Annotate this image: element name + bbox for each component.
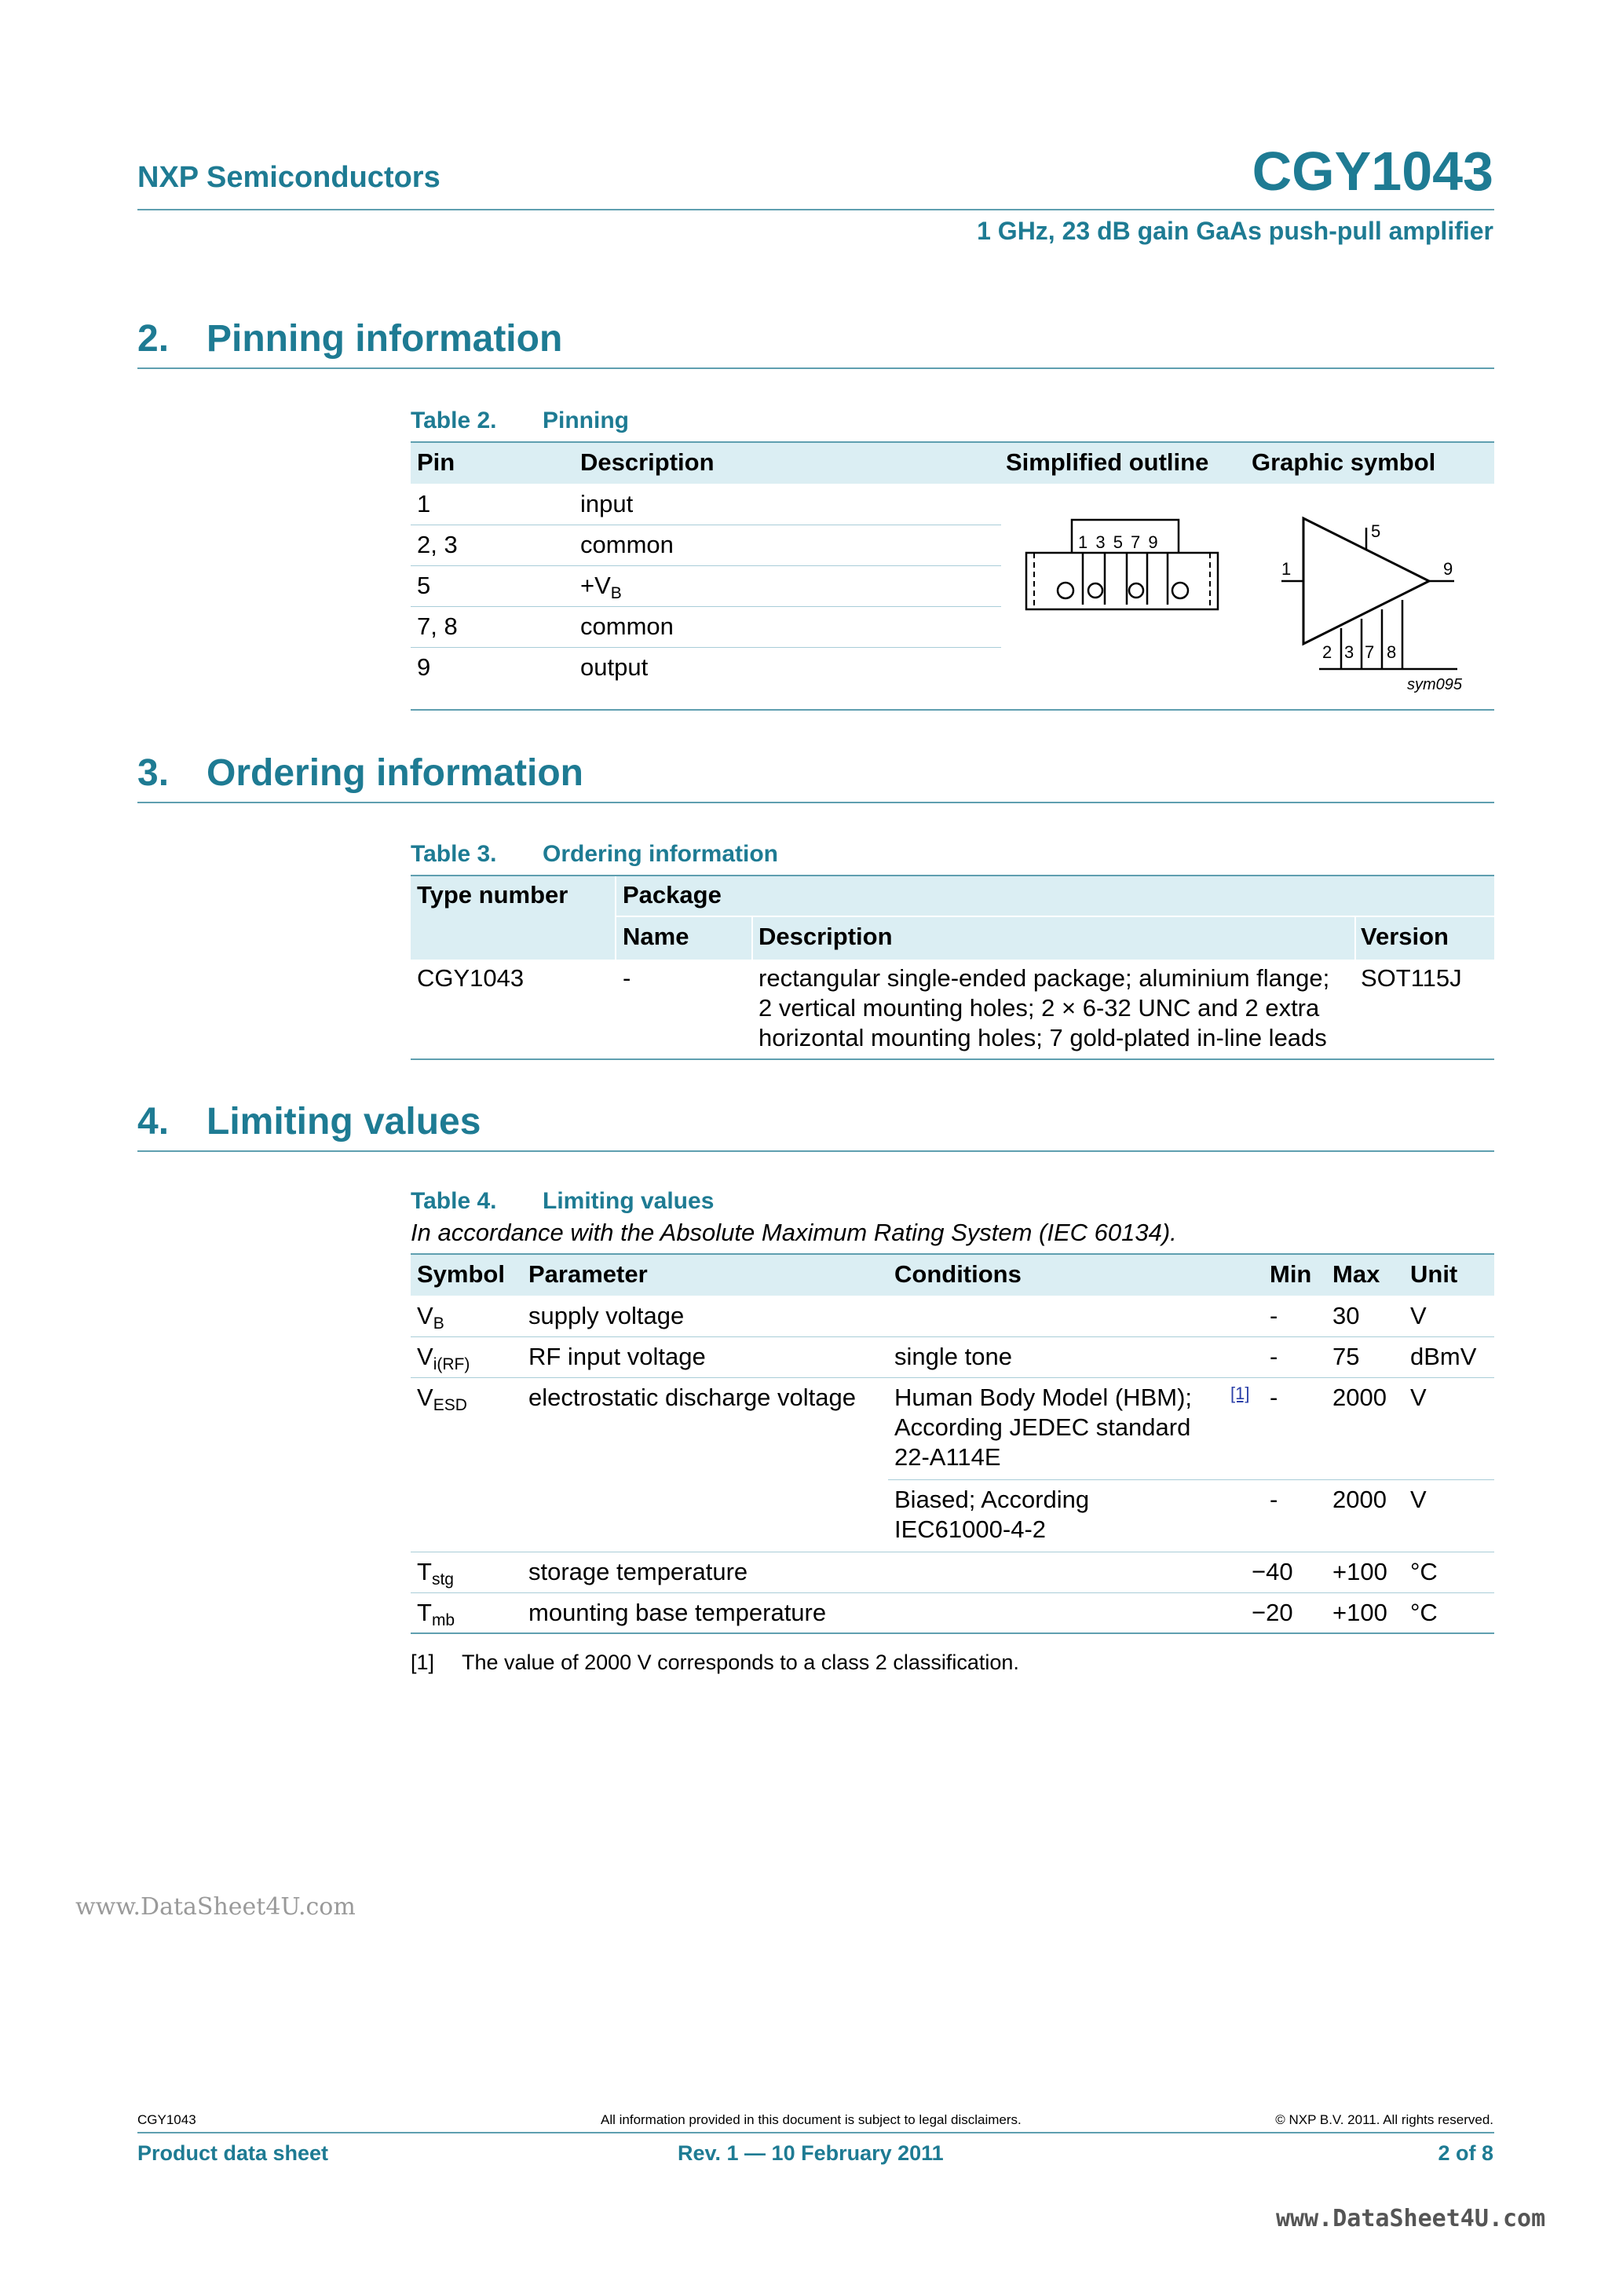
table4-bottom-rule	[411, 1632, 1494, 1634]
section-4-number: 4.	[137, 1101, 170, 1143]
table4-row2-cond: single tone	[894, 1343, 1012, 1370]
table4-label: Table 4.	[411, 1188, 497, 1214]
footnote-text: The value of 2000 V corresponds to a class 2 classification.	[462, 1651, 1019, 1674]
table4-row4-cond-line2: IEC61000-4-2	[894, 1515, 1047, 1543]
table3-version-value: SOT115J	[1361, 964, 1462, 992]
table3-header-type: Type number	[417, 881, 568, 909]
table4-row2-min: -	[1270, 1343, 1278, 1370]
table2-row1-pin: 1	[417, 490, 431, 517]
table4-row6-min: −20	[1252, 1599, 1293, 1626]
table3-col-divider	[751, 917, 753, 960]
table4-row1-symbol	[417, 1302, 444, 1333]
table2-row5-desc: output	[580, 653, 649, 681]
sym-main: V	[417, 1302, 433, 1329]
footer-doc-type: Product data sheet	[137, 2141, 329, 2165]
table2-row3-pin: 5	[417, 572, 431, 599]
watermark-right: www.DataSheet4U.com	[1276, 2205, 1546, 2232]
table4-row-divider	[411, 1377, 1494, 1378]
sym-main: T	[417, 1558, 432, 1585]
section-2-number: 2.	[137, 318, 170, 360]
symbol-pin-8: 8	[1387, 642, 1397, 662]
table4-row6-unit: °C	[1410, 1599, 1438, 1626]
symbol-pin-top: 5	[1371, 521, 1381, 541]
table3-label: Table 3.	[411, 841, 497, 867]
table3-type-value: CGY1043	[417, 964, 525, 992]
table4-row1-min: -	[1270, 1302, 1278, 1329]
table4-title: Limiting values	[543, 1188, 715, 1214]
footer-doc-id: CGY1043	[137, 2112, 196, 2127]
table4-row2-max: 75	[1332, 1343, 1360, 1370]
table4-row5-unit: °C	[1410, 1558, 1438, 1585]
table4-header-min: Min	[1270, 1260, 1312, 1288]
footnote-reference-link[interactable]: [1]	[1230, 1384, 1250, 1403]
table2-header-pin: Pin	[417, 448, 455, 476]
symbol-pin-2: 2	[1322, 642, 1332, 662]
footer-page-number: 2 of 8	[1438, 2141, 1493, 2165]
table4-row5-min: −40	[1252, 1558, 1293, 1585]
table3-col-divider	[615, 876, 616, 960]
amplifier-symbol-diagram	[1272, 512, 1476, 700]
header-rule	[137, 209, 1494, 210]
table4-row3-unit: V	[1410, 1384, 1427, 1411]
symbol-pin-in: 1	[1281, 559, 1292, 579]
table2-bottom-rule	[411, 709, 1494, 711]
section-2-title: Pinning information	[207, 318, 563, 360]
table4-row3-param: electrostatic discharge voltage	[528, 1384, 857, 1411]
table4-row-divider	[411, 1336, 1494, 1337]
table2-row4-pin: 7, 8	[417, 612, 458, 640]
table4-row1-param: supply voltage	[528, 1302, 685, 1329]
table2-header-outline: Simplified outline	[1006, 448, 1209, 476]
table4-row4-unit: V	[1410, 1486, 1427, 1513]
table4-row-divider	[888, 1479, 1494, 1480]
table3-name-value: -	[623, 964, 631, 992]
table2-row-divider	[411, 565, 1001, 566]
table4-row4-max: 2000	[1332, 1486, 1387, 1513]
table3-header-description: Description	[758, 923, 893, 950]
table4-row5-max: +100	[1332, 1558, 1387, 1585]
table3-header-version: Version	[1361, 923, 1449, 950]
table2-row2-pin: 2, 3	[417, 531, 458, 558]
table4-row3-max: 2000	[1332, 1384, 1387, 1411]
outline-pin-labels: 1 3 5 7 9	[1078, 532, 1158, 552]
sym-sub: mb	[431, 1611, 455, 1629]
symbol-pin-3: 3	[1344, 642, 1354, 662]
table4-row-divider	[411, 1592, 1494, 1593]
table2-row-divider	[411, 647, 1001, 648]
table4-row3-min: -	[1270, 1384, 1278, 1411]
table4-header-symbol: Symbol	[417, 1260, 505, 1288]
symbol-code: sym095	[1407, 676, 1463, 693]
table4-row6-param: mounting base temperature	[528, 1599, 827, 1626]
table4-row1-max: 30	[1332, 1302, 1360, 1329]
table4-row3-cond-line2: According JEDEC standard	[894, 1413, 1191, 1441]
sym-sub: B	[433, 1314, 444, 1333]
table4-header-conditions: Conditions	[894, 1260, 1022, 1288]
table2-row5-pin: 9	[417, 653, 431, 681]
table4-row2-unit: dBmV	[1410, 1343, 1477, 1370]
table4-row4-min: -	[1270, 1486, 1278, 1513]
table2-header-symbol: Graphic symbol	[1252, 448, 1436, 476]
table2-label: Table 2.	[411, 408, 497, 433]
table2-row4-desc: common	[580, 612, 674, 640]
sym-sub: stg	[431, 1570, 454, 1589]
table3-title: Ordering information	[543, 841, 778, 867]
symbol-pin-out: 9	[1443, 559, 1453, 579]
table3-header-divider	[616, 916, 1494, 917]
table4-header-unit: Unit	[1410, 1260, 1458, 1288]
table4-row2-param: RF input voltage	[528, 1343, 706, 1370]
table4-header-max: Max	[1332, 1260, 1380, 1288]
sym-main: V	[417, 1384, 433, 1411]
table3-header-package: Package	[623, 881, 722, 909]
section-4-title: Limiting values	[207, 1101, 481, 1143]
table4-row6-symbol	[417, 1599, 455, 1630]
footer-copyright: © NXP B.V. 2011. All rights reserved.	[1275, 2112, 1493, 2127]
table4-row3-cond-line3: 22-A114E	[894, 1443, 1001, 1471]
footer-rule	[137, 2132, 1494, 2133]
table4-row1-unit: V	[1410, 1302, 1427, 1329]
table4-note: In accordance with the Absolute Maximum Rating System (IEC 60134).	[411, 1219, 1177, 1246]
sym-main: T	[417, 1599, 432, 1626]
table3-desc-line3: horizontal mounting holes; 7 gold-plated in-line leads	[758, 1024, 1327, 1051]
section-3-rule	[137, 802, 1494, 803]
table2-row3-desc	[580, 572, 622, 603]
sym-sub: i(RF)	[433, 1355, 470, 1373]
table4-row5-param: storage temperature	[528, 1558, 748, 1585]
table3-desc-line1: rectangular single-ended package; aluminium flange;	[758, 964, 1330, 992]
table3-desc-line2: 2 vertical mounting holes; 2 × 6-32 UNC and 2 extra	[758, 994, 1320, 1022]
table3-header-name: Name	[623, 923, 689, 950]
section-2-rule	[137, 367, 1494, 369]
sym-main: V	[417, 1343, 433, 1370]
table3-header-bg	[411, 876, 1494, 960]
vb-main: +V	[580, 572, 611, 599]
table2-header-description: Description	[580, 448, 715, 476]
package-outline-diagram	[1017, 512, 1229, 622]
table2-row2-desc: common	[580, 531, 674, 558]
table4-row3-cond-line1: Human Body Model (HBM);	[894, 1384, 1193, 1411]
vb-sub: B	[610, 584, 622, 602]
table4-row2-symbol	[417, 1343, 470, 1374]
table4-row4-cond-line1: Biased; According	[894, 1486, 1090, 1513]
symbol-pin-7: 7	[1365, 642, 1375, 662]
watermark-left: www.DataSheet4U.com	[75, 1893, 356, 1921]
product-title: CGY1043	[1252, 141, 1493, 202]
table2-row1-desc: input	[580, 490, 634, 517]
footer-revision: Rev. 1 — 10 February 2011	[678, 2141, 944, 2165]
table4-row6-max: +100	[1332, 1599, 1387, 1626]
table4-row5-symbol	[417, 1558, 454, 1589]
section-3-title: Ordering information	[207, 752, 583, 794]
product-subtitle: 1 GHz, 23 dB gain GaAs push-pull amplifier	[977, 217, 1493, 245]
company-name: NXP Semiconductors	[137, 161, 440, 194]
footer-disclaimer: All information provided in this document is subject to legal disclaimers.	[601, 2112, 1022, 2127]
table2-title: Pinning	[543, 408, 629, 433]
table4-row3-symbol	[417, 1384, 467, 1415]
section-4-rule	[137, 1150, 1494, 1152]
table4-header-parameter: Parameter	[528, 1260, 648, 1288]
table2-row-divider	[411, 606, 1001, 607]
footnote-mark: [1]	[411, 1651, 435, 1674]
sym-sub: ESD	[433, 1396, 467, 1414]
section-3-number: 3.	[137, 752, 170, 794]
table3-col-divider	[1354, 917, 1356, 960]
table3-bottom-rule	[411, 1058, 1494, 1060]
